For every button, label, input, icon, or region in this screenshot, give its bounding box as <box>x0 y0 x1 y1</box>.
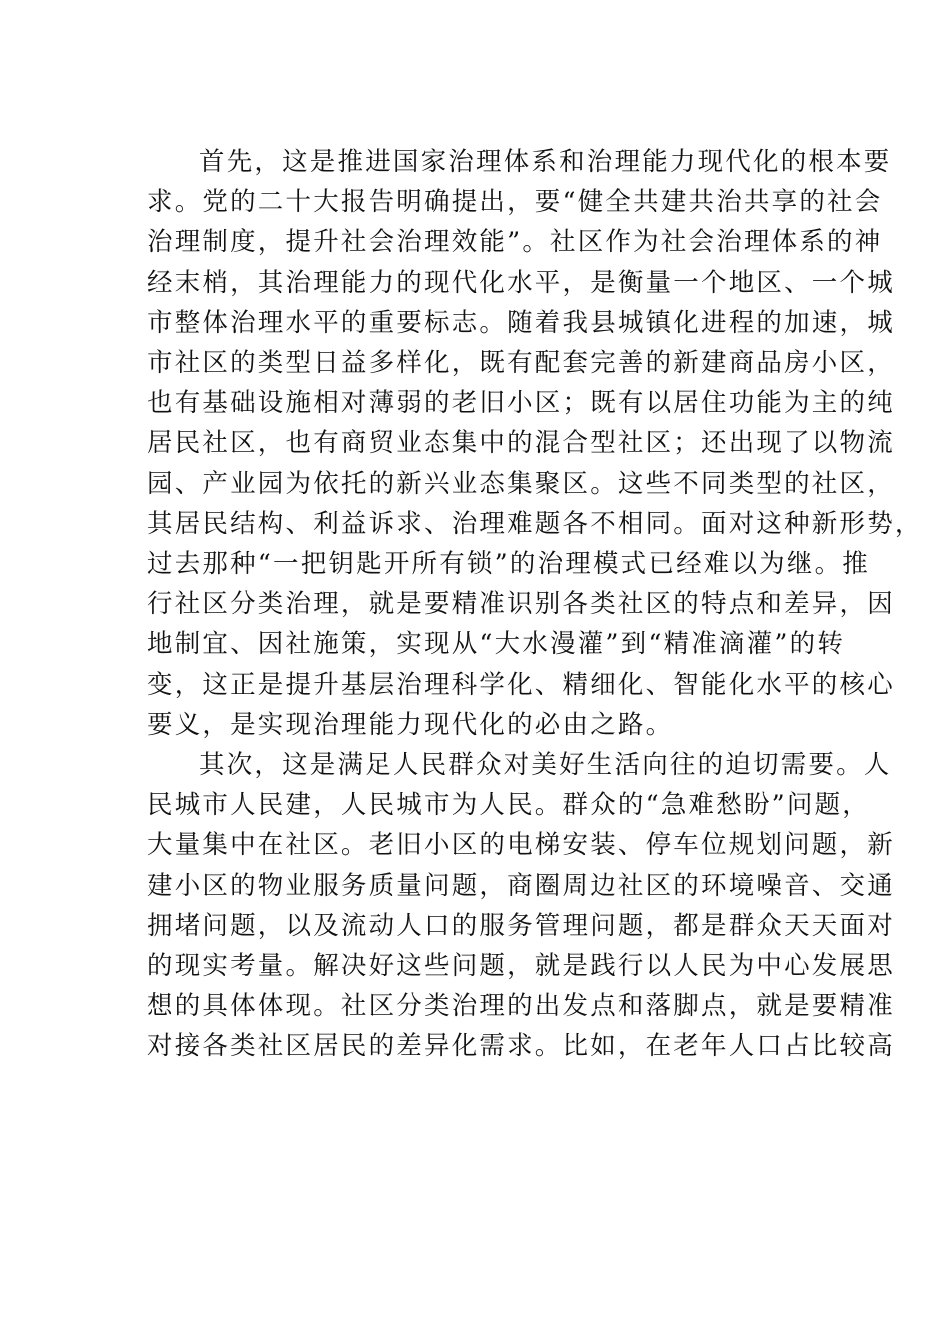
text-line: 市社区的类型日益多样化，既有配套完善的新建商品房小区， <box>147 348 895 379</box>
text-line: 其居民结构、利益诉求、治理难题各不相同。面对这种新形势， <box>147 508 923 539</box>
text-line: 大量集中在社区。老旧小区的电梯安装、停车位规划问题，新 <box>147 830 895 861</box>
text-line: 对接各类社区居民的差异化需求。比如，在老年人口占比较高 <box>147 1031 895 1062</box>
text-line: 居民社区，也有商贸业态集中的混合型社区；还出现了以物流 <box>147 428 895 459</box>
text-line: 园、产业园为依托的新兴业态集聚区。这些不同类型的社区， <box>147 468 895 499</box>
text-line: 的现实考量。解决好这些问题，就是践行以人民为中心发展思 <box>147 951 895 982</box>
text-line: 想的具体体现。社区分类治理的出发点和落脚点，就是要精准 <box>147 991 895 1022</box>
text-line: 过去那种“一把钥匙开所有锁”的治理模式已经难以为继。推 <box>147 549 870 580</box>
text-line: 拥堵问题，以及流动人口的服务管理问题，都是群众天天面对 <box>147 910 895 941</box>
paragraph-1 <box>147 142 923 745</box>
text-line: 市整体治理水平的重要标志。随着我县城镇化进程的加速，城 <box>147 307 895 338</box>
text-line: 也有基础设施相对薄弱的老旧小区；既有以居住功能为主的纯 <box>147 388 895 419</box>
text-line: 其次，这是满足人民群众对美好生活向往的迫切需要。人 <box>199 750 892 781</box>
text-line: 建小区的物业服务质量问题，商圈周边社区的环境噪音、交通 <box>147 870 895 901</box>
text-line: 民城市人民建，人民城市为人民。群众的“急难愁盼”问题， <box>147 790 870 821</box>
text-line: 治理制度，提升社会治理效能”。社区作为社会治理体系的神 <box>147 227 883 258</box>
text-line: 变，这正是提升基层治理科学化、精细化、智能化水平的核心 <box>147 669 895 700</box>
paragraph-2 <box>147 745 895 1067</box>
text-line: 地制宜、因社施策，实现从“大水漫灌”到“精准滴灌”的转 <box>147 629 846 660</box>
text-line: 行社区分类治理，就是要精准识别各类社区的特点和差异，因 <box>147 589 895 620</box>
document-body <box>147 142 923 1067</box>
text-line: 经末梢，其治理能力的现代化水平，是衡量一个地区、一个城 <box>147 267 895 298</box>
text-line: 求。党的二十大报告明确提出，要“健全共建共治共享的社会 <box>147 187 883 218</box>
text-line: 要义，是实现治理能力现代化的必由之路。 <box>147 709 674 740</box>
text-line: 首先，这是推进国家治理体系和治理能力现代化的根本要 <box>199 147 892 177</box>
